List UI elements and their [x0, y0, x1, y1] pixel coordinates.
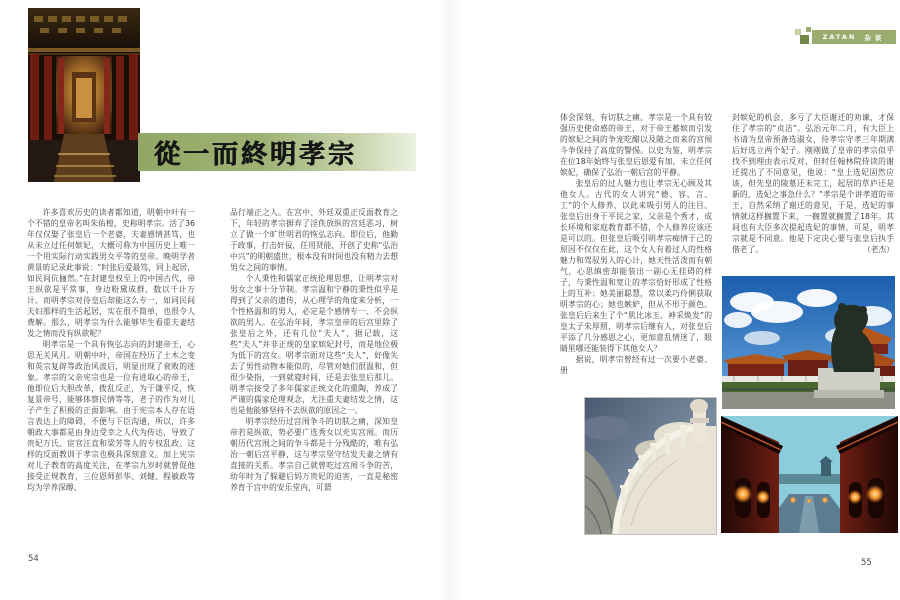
body-paragraph: 体会深刻，有切肤之痛。孝宗是一个具有较强历史使命感的帝王，对于帝王蓄嫔而引发的嫔妃之间的争宠吃醋以及随之而来的宫闱斗争保持了高度的警惕。以史为鉴，明孝宗在位18年始终与张皇后恩爱有加，未立任何嫔妃，确保了弘治一朝后宫的平静。 [560, 113, 712, 177]
page-gutter-divider [440, 0, 460, 600]
page-number-right: 55 [861, 558, 872, 568]
page-number-left: 54 [28, 554, 39, 564]
author-signature: （老杰） [862, 245, 894, 254]
palace-interior-illustration [28, 8, 140, 182]
left-page-column-2 [230, 207, 398, 493]
body-paragraph: 个人秉性和儒家正统伦理思想，让明孝宗对男女之事十分节制。孝宗温和宁静的秉性似乎是得到了父亲的遗传，从心理学的角度来分析，一个性格温和的男人，必定是个感情专一、不会纵欲的男人。在弘治年间，孝宗皇帝的后宫里除了张皇后之外，还有几位“夫人”，据记载，这些“夫人”并非正规的皇家嫔妃封号，而是地位极为低下的宫女。明孝宗面对这些“夫人”，好像失去了男性动物本能似的，尽管对她们很温和，但很少染指，一到就寝时间，还是去张皇后那儿。明孝宗接受了多年儒家正统文化的熏陶，养成了严谨的儒家伦理观念，尤注重夫妻结发之情，这也是他能够坚持不去纵欲的原因之一。 [230, 274, 398, 415]
deco-square-icon [800, 35, 809, 44]
lantern-courtyard-illustration [721, 416, 898, 533]
lantern-courtyard-photo [721, 416, 898, 533]
bronze-lion-illustration [722, 276, 895, 409]
article-title-bar [138, 133, 416, 171]
palace-interior-photo [28, 8, 140, 182]
bronze-lion-photo [722, 276, 895, 409]
body-paragraph: 品行端正之人。在宫中、外廷双重正反面教育之下，年轻的孝宗摒弃了淫佚放纵的宫廷恶习，树立了做一个旷世明君的恢弘志向。即位后，他勤于政事，打击奸佞，任用贤能，开创了史称“弘治中兴”的明朝盛世，根本没有时间也没有精力去想男女之间的事情。 [230, 208, 398, 272]
masthead-en-label: ZATAN [822, 33, 857, 41]
right-page-column-2 [732, 112, 894, 255]
body-paragraph: 许多喜欢历史的读者都知道，明朝中叶有一个不错的皇帝名叫朱佑樘，史称明孝宗。活了36年仅仅娶了张皇后一个老婆，夫妻感情甚笃，也从未立过任何嫔妃，大概可称为中国历史上唯一一个用实际行动实践男女平等的皇帝。晚明学者黄景昉记录此事说：“时张后爱最笃，同上起居，如民间伉俪然。”在封建皇权至上的中国古代，帝王纵欲是平常事，身边粉黛成群，数以千计万计。而明孝宗对待皇后却能这么专一，如同民间夫妇那样的生活起居，实在很不简单，也很令人费解。那么，明孝宗为什么能够毕生看重夫妻结发之情而没有纵欲呢？ [27, 208, 195, 338]
section-masthead [812, 30, 896, 44]
right-page-column-1 [560, 112, 712, 376]
body-paragraph: 张皇后的过人魅力也让孝宗无心顾及其他女人。古代的女人讲究“德、容、言、工”的个人修养，以此来吸引男人的注目。张皇后出身于平民之家，父亲是个秀才，成长环境和家庭教育都不错，个人修养应该还是可以的。但张皇后吸引明孝宗痴情于己的原因不仅仅在此，这个女人有着过人的性格魅力和驾驭男人的心计，她天性活泼而有朝气，心思缜密却能装出一副心无挂碍的样子，与秉性温和宽让的孝宗恰好形成了性格上的互补；她美丽聪慧，常以柔巧伶俐获取明孝宗的心；她也嫉妒，但从不形于颜色。张皇后后来生了个“肌比冰玉、神采焕发”的皇太子朱厚照，明孝宗后继有人，对张皇后平添了几分感恩之心，更加意乱情迷了，眼睛里哪还能装得下其他女人？ [560, 179, 712, 353]
body-paragraph: 明孝宗是一个具有恢弘志向的封建帝王，心思无关风月。明朝中叶，帝国在经历了土木之变和英宗复辟等政治风波后，明显出现了衰败的迹象。孝宗的父亲宪宗也是一位有进取心的帝王，他即位后大胆改革，拨乱反正，为于谦平反，恢复景帝号，能够体察民情等等，老子的作为对儿子产生了积极的正面影响。由于宪宗本人存在语言表达上的障碍，不便与下臣沟通，所以，许多朝政大事都是由身边受幸之人代为传达，导致了贵妃万氏、宦官汪直和梁芳等人的专权乱政。这样的反面教训于孝宗也极具深刻意义。加上宪宗对儿子教育的高度关注，在孝宗九岁时就曾促他接受正规教育，三位恩师彭华、刘健、程敏政等均为学养深醇、 [27, 340, 195, 492]
deco-square-icon [806, 27, 811, 32]
body-paragraph: 据说，明孝宗曾经有过一次要小老婆、册 [560, 355, 712, 375]
marble-balustrade-illustration [585, 398, 716, 534]
left-page-column-1 [27, 207, 195, 493]
marble-balustrade-photo [584, 397, 717, 535]
masthead-zh-label: 杂谈 [864, 33, 886, 42]
body-paragraph: 明孝宗经历过宫闱争斗的切肤之痛，深知皇帝若是纵欲，势必要广选秀女以充实宫闱。而历朝历代宫闱之间的争斗都是十分残酷的，唯有弘治一朝后宫平静，这与孝宗坚守结发夫妻之情有直接的关系。孝宗自己就曾吃过宫闱斗争的苦，幼年时为了躲避后妈万贵妃的迫害，一直是秘密养育于宫中的安乐堂内，可谓 [230, 417, 398, 492]
article-title: 從一而終明孝宗 [154, 139, 358, 170]
body-paragraph: 封嫔妃的机会，多亏了大臣谢迁的劝谏，才保住了孝宗的“贞洁”。弘治元年二月，有大臣上书请为皇帝预备选淑女，待孝宗守孝三年期满后好选立两个妃子。刚刚做了皇帝的孝宗似乎找不到理由表示反对，但时任翰林院侍读的谢迁提出了不同意见，他说：“皇上选妃固然应该，但先皇的陵墓还未完工，起居的草庐还是新的，选妃之事急什么？”孝宗是个讲孝道的帝王，自然采纳了谢迁的意见，于是，选妃的事情就这样搁置下来，一搁置就搁置了18年。其间也有大臣多次提起选妃的事情，可是，明孝宗就是不同意。他是下定决心要与张皇后执手偕老了。 （老杰） [732, 113, 894, 254]
